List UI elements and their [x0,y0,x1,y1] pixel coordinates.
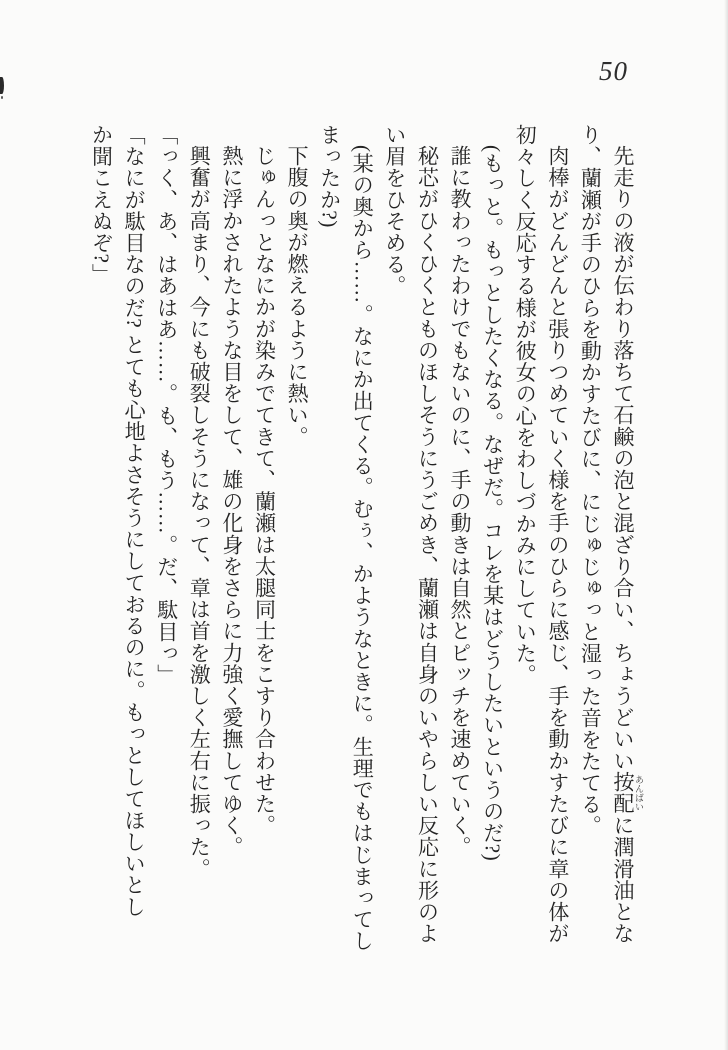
text-column [443,124,476,1010]
text-column [118,124,151,1010]
text-run: 「っく、あ、はあはあ……。も、もう……。だ、駄目っ」 [154,124,179,686]
text-run: 先走りの液が伝わり落ちて石鹸の泡と混ざり合い、ちょうどいい [611,145,635,772]
text-run: 肉棒がどんどんと張りつめていく様を手のひらに感じ、手を動かすたびに章の体が [545,145,570,945]
text-run: い眉をひそめる。 [382,124,407,297]
text-column [346,124,379,1010]
text-column [150,124,183,1010]
text-run: り、蘭瀬が手のひらを動かすたびに、にじゅじゅっと湿った音をたてる。 [578,124,603,837]
text-column [509,124,542,1010]
text-column [215,124,248,1010]
text-column [280,124,313,1010]
text-column [541,124,574,1010]
page-number: 50 [599,56,628,86]
text-run: (もっと。もっとしたくなる。なぜだ。コレを某はどうしたいというのだ?) [480,145,505,862]
text-run: じゅんっとなにかが染みでてきて、蘭瀬は太腿同士をこすり合わせた。 [252,145,277,837]
scan-artifact-dot [1,96,3,99]
text-block [85,124,644,1010]
text-run: 「なにが駄目なのだ? とても心地よさそうにしておるのに。もっとしてほしいとし [122,124,147,918]
text-run: か聞こえぬぞ?」 [89,124,114,286]
page-edge-shadow [724,0,728,1050]
text-column [85,124,118,1010]
text-run: 秘芯がひくひくとものほしそうにうごめき、蘭瀬は自身のいやらしい反応に形のよ [415,145,440,945]
text-run: まったか?) [317,124,342,228]
text-column [411,124,444,1010]
text-run: 興奮が高まり、今にも破裂しそうになって、章は首を激しく左右に振った。 [187,145,212,880]
scan-artifact-mark [0,77,4,94]
text-column [183,124,216,1010]
text-run: (某の奥から……。なにか出てくる。むぅ、かようなときに。生理でもはじまってし [350,145,375,952]
text-column [313,124,346,1010]
text-column [248,124,281,1010]
text-column [476,124,509,1010]
text-column [606,124,644,1010]
ruby-annotation: 按配 あんばい [611,771,644,815]
text-run: に潤滑油とな [611,814,635,945]
text-run: 熱に浮かされたような目をして、雄の化身をさらに力強く愛撫してゆく。 [219,145,244,858]
text-run: 初々しく反応する様が彼女の心をわしづかみにしていた。 [513,124,538,686]
text-run: 誰に教わったわけでもないのに、手の動きは自然とピッチを速めていく。 [448,145,473,858]
text-column [574,124,607,1010]
text-column [378,124,411,1010]
text-run: 下腹の奥が燃えるように熱い。 [285,145,310,448]
